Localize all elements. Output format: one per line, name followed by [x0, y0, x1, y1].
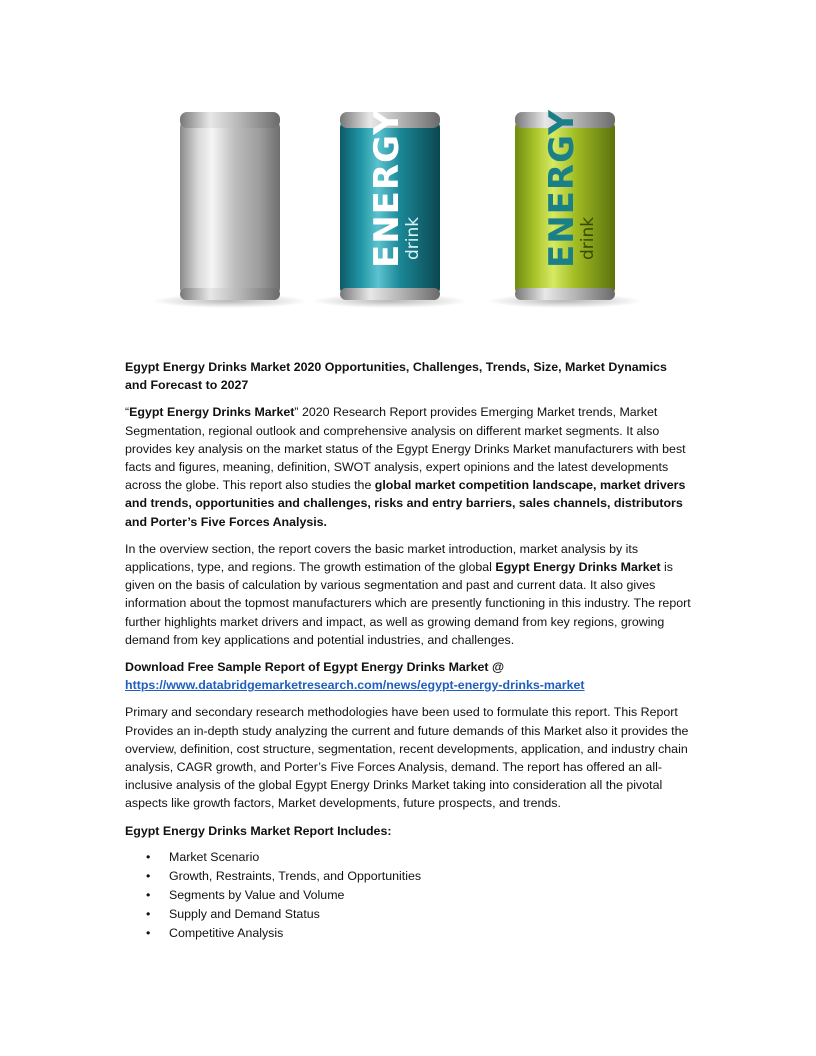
download-section	[125, 658, 691, 694]
list-item: • Supply and Demand Status	[169, 905, 691, 924]
bullet: •	[146, 887, 151, 902]
intro-market-name: Egypt Energy Drinks Market	[129, 405, 295, 420]
intro-text: ” 2020 Research Report provides Emerging Market trends, Market Segmentation, regional outlook and comprehensive analysis on different market segments. It also provides key analysis on the market status of the Egypt Energy Drinks Market manufacturers with best facts and figures, meaning, definition, SWOT analysis, expert opinions and the latest developments across the globe. This report also studies the	[125, 405, 686, 493]
bullet: •	[146, 906, 151, 921]
includes-list	[125, 848, 691, 943]
can-label-sub: drink	[403, 216, 423, 260]
lime-energy-can	[515, 109, 615, 300]
article-body	[125, 358, 691, 942]
intro-paragraph	[125, 403, 691, 530]
can-label-main: ENERGY	[542, 109, 582, 268]
list-item: • Competitive Analysis	[169, 924, 691, 943]
can-label-main: ENERGY	[367, 109, 407, 268]
download-label: Download Free Sample Report of Egypt Energy Drinks Market @	[125, 660, 505, 675]
includes-heading: Egypt Energy Drinks Market Report Includes:	[125, 823, 392, 838]
silver-can	[180, 112, 280, 300]
bullet: •	[146, 849, 151, 864]
list-item: • Segments by Value and Volume	[169, 886, 691, 905]
intro-bold-tail: global market competition landscape, market drivers and trends, opportunities and challenges, risks and entry barriers, sales channels, distributors and Porter’s Five Forces Analysis.	[125, 478, 686, 529]
article-title: Egypt Energy Drinks Market 2020 Opportunities, Challenges, Trends, Size, Market Dynamics and Forecast to 2027	[125, 360, 667, 393]
overview-text-1: In the overview section, the report covers the basic market introduction, market analysis by its applications, type, and regions. The growth estimation of the global	[125, 541, 639, 575]
list-item: • Market Scenario	[169, 848, 691, 867]
energy-drink-cans-image	[150, 100, 650, 310]
bullet: •	[146, 925, 151, 940]
teal-energy-can	[340, 109, 440, 300]
bullet: •	[146, 868, 151, 883]
sample-report-link[interactable]: https://www.databridgemarketresearch.com/news/egypt-energy-drinks-market	[125, 678, 585, 693]
can-label-sub: drink	[578, 216, 598, 260]
overview-market-name: Egypt Energy Drinks Market	[495, 560, 661, 575]
list-item: • Growth, Restraints, Trends, and Opportunities	[169, 867, 691, 886]
methodology-paragraph: Primary and secondary research methodologies have been used to formulate this report. This Report Provides an in-depth study analyzing the current and future demands of this Market also it provides the overview, definition, cost structure, segmentation, recent developments, application, and industry chain analysis, CAGR growth, and Porter’s Five Forces Analysis, demand. The report has offered an all-inclusive analysis of the global Egypt Energy Drinks Market taking into consideration all the pivotal aspects like growth factors, Market developments, future prospects, and trends.	[125, 705, 689, 811]
open-quote: “	[125, 405, 130, 420]
overview-paragraph	[125, 540, 691, 649]
overview-text-2: is given on the basis of calculation by various segmentation and past and current data. It also gives information about the topmost manufacturers which are presently functioning in this industry. The report further highlights market drivers and impact, as well as growing demand from key regions, growing demand from key applications and potential industries, and challenges.	[125, 560, 691, 647]
